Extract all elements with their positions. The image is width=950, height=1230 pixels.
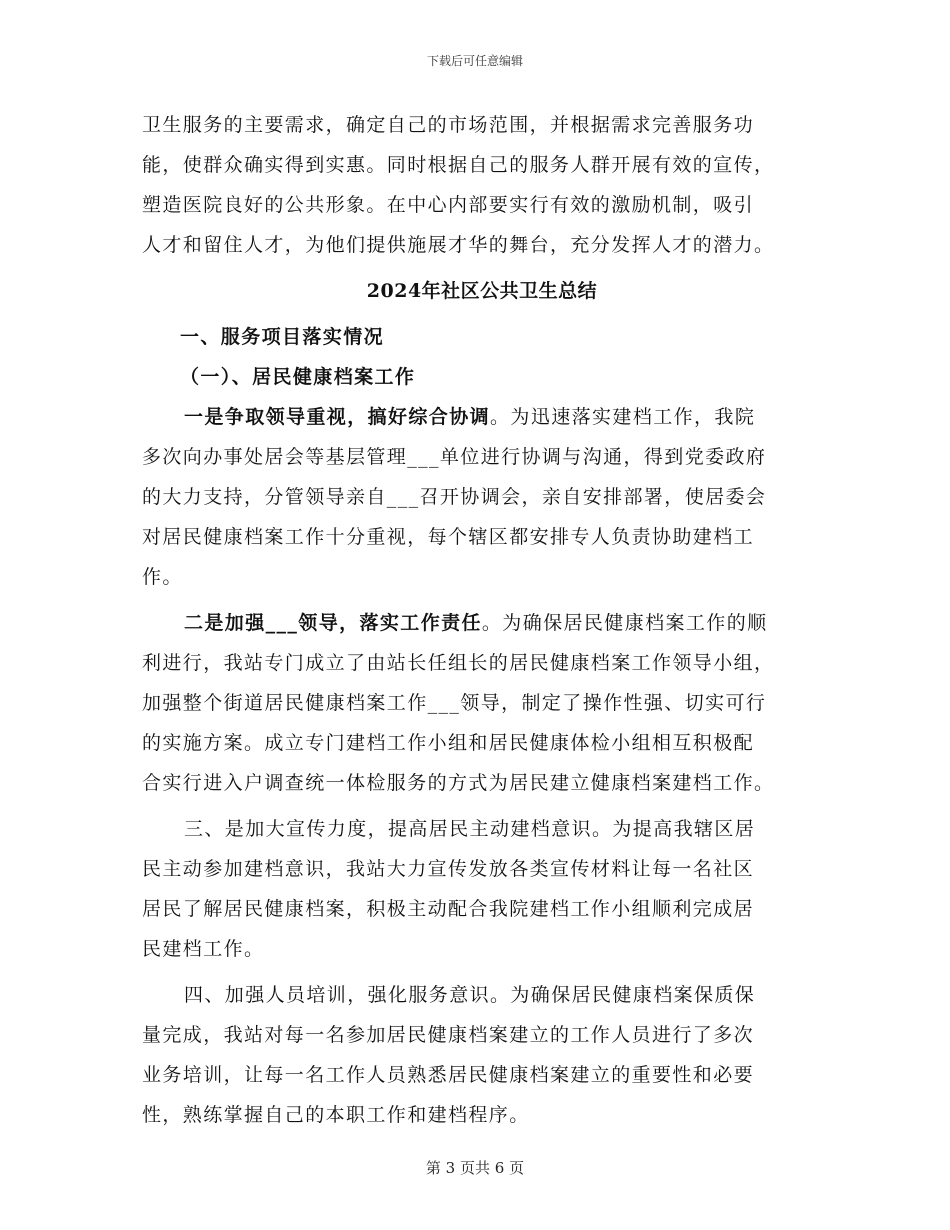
paragraph-2 bbox=[142, 603, 822, 803]
paragraph-4 bbox=[142, 975, 822, 1135]
paragraph-first-line: 三、是加大宣传力度，提高居民主动建档意识。为提高我辖区居 bbox=[184, 818, 756, 840]
paragraph-line: 利进行，我站专门成立了由站长任组长的居民健康档案工作领导小组， bbox=[142, 652, 775, 674]
paragraph-line: 加强整个街道居民健康档案工作___领导，制定了操作性强、切实可行 bbox=[142, 692, 767, 714]
page-footer: 第 3 页共 6 页 bbox=[425, 1159, 525, 1177]
paragraph-line: 民主动参加建档意识，我站大力宣传发放各类宣传材料让每一名社区 bbox=[142, 858, 755, 880]
paragraph-first-line bbox=[142, 397, 822, 437]
paragraph-line: 量完成，我站对每一名参加居民健康档案建立的工作人员进行了多次 bbox=[142, 1024, 755, 1046]
intro-line: 卫生服务的主要需求，确定自己的市场范围，并根据需求完善服务功 bbox=[142, 114, 755, 136]
paragraph-line: 业务培训，让每一名工作人员熟悉居民健康档案建立的重要性和必要 bbox=[142, 1064, 755, 1086]
paragraph-line: 居民了解居民健康档案，积极主动配合我院建档工作小组顺利完成居 bbox=[142, 898, 755, 920]
paragraph-text: 。为迅速落实建档工作，我院 bbox=[490, 406, 756, 428]
paragraph-lead: 一是争取领导重视，搞好综合协调 bbox=[184, 406, 491, 428]
paragraph-line: 性，熟练掌握自己的本职工作和建档程序。 bbox=[142, 1104, 530, 1126]
paragraph-line: 的大力支持，分管领导亲自___召开协调会，亲自安排部署，使居委会 bbox=[142, 486, 767, 508]
paragraph-1 bbox=[142, 397, 822, 597]
subsection-heading: （一）、居民健康档案工作 bbox=[180, 366, 416, 388]
intro-line: 人才和留住人才，为他们提供施展才华的舞台，充分发挥人才的潜力。 bbox=[142, 234, 775, 256]
paragraph-text: 。为确保居民健康档案工作的顺 bbox=[481, 612, 768, 634]
paragraph-line: 合实行进入户调查统一体检服务的方式为居民建立健康档案建档工作。 bbox=[142, 772, 775, 794]
intro-line: 能，使群众确实得到实惠。同时根据自己的服务人群开展有效的宣传， bbox=[142, 154, 775, 176]
paragraph-line: 作。 bbox=[142, 566, 183, 588]
intro-line: 塑造医院良好的公共形象。在中心内部要实行有效的激励机制，吸引 bbox=[142, 194, 755, 216]
paragraph-lead: 二是加强___领导，落实工作责任 bbox=[184, 612, 482, 634]
paragraph-first-line bbox=[142, 603, 822, 643]
paragraph-line: 的实施方案。成立专门建档工作小组和居民健康体检小组相互积极配 bbox=[142, 732, 755, 754]
paragraph-first-line: 四、加强人员培训，强化服务意识。为确保居民健康档案保质保 bbox=[184, 984, 756, 1006]
paragraph-line: 民建档工作。 bbox=[142, 938, 265, 960]
section-heading: 一、服务项目落实情况 bbox=[180, 326, 385, 348]
document-body bbox=[142, 105, 822, 1135]
paragraph-3 bbox=[142, 809, 822, 969]
page-header: 下载后可任意编辑 bbox=[426, 54, 523, 68]
paragraph-line: 对居民健康档案工作十分重视，每个辖区都安排专人负责协助建档工 bbox=[142, 526, 755, 548]
document-title: 2024年社区公共卫生总结 bbox=[366, 280, 598, 302]
paragraph-line: 多次向办事处居会等基层管理___单位进行协调与沟通，得到党委政府 bbox=[142, 446, 767, 468]
